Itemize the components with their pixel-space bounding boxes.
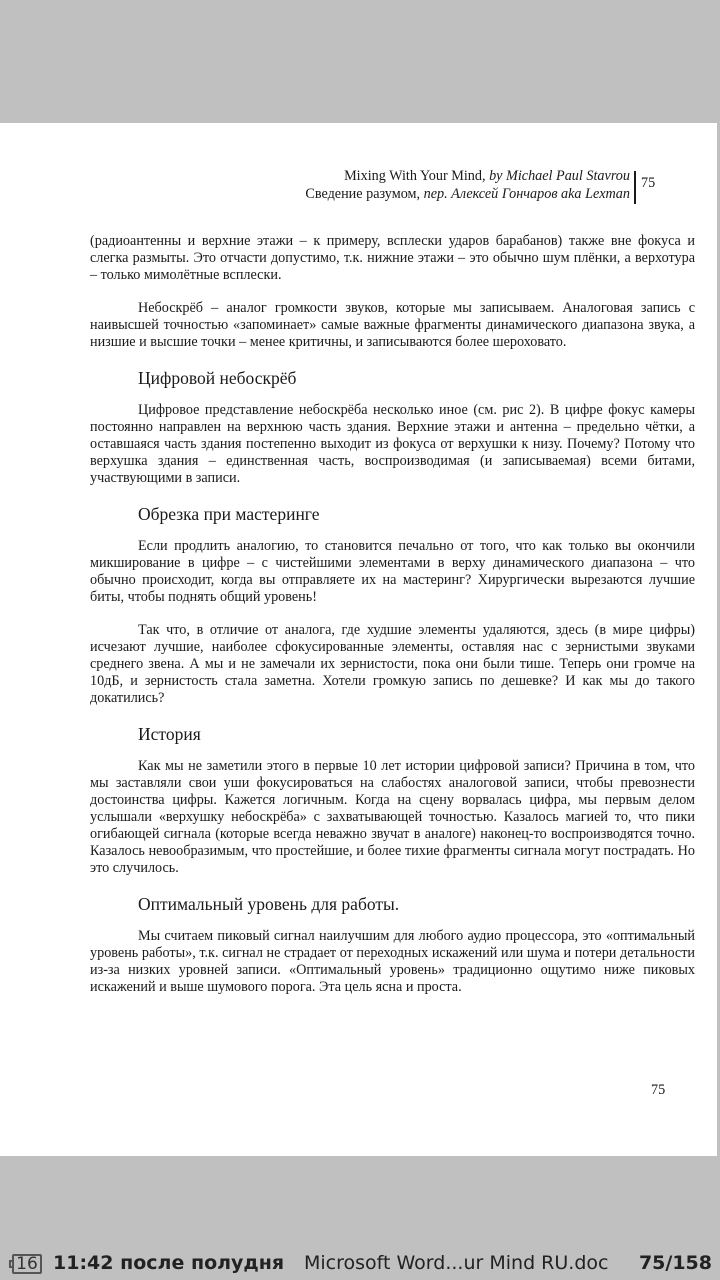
document-page[interactable] (0, 123, 717, 1156)
footer-page-number: 75 (651, 1082, 666, 1098)
running-head-line-english: Mixing With Your Mind, by Michael Paul Stavrou (344, 168, 630, 184)
paragraph: Если продлить аналогию, то становится печально от того, что как только вы окончили микширование в цифре – с чистейшими элементами в верху динамического диапазона – что обычно происходит, когда вы отправляете их на мастеринг? Хирургически вырезаются лучшие биты, чтобы поднять общий уровень! (90, 538, 695, 605)
running-head (305, 167, 630, 203)
paragraph: Как мы не заметили этого в первые 10 лет истории цифровой записи? Причина в том, что мы заставляли свои уши фокусироваться на слабостях аналоговой записи, чтобы превознести достоинства цифры. Кажется логичным. Когда на сцену ворвалась цифра, мы первым делом услышали «верхушку небоскрёба» с захватывающей точностью. Казалось магией то, что пики огибающей сигнала (которые всегда неважно звучат в аналоге) наконец-то воспроизводятся точно. Казалось невообразимым, что простейшие, и более тихие фрагменты сигнала могут пострадать. Но это случилось. (90, 758, 695, 876)
paragraph: Так что, в отличие от аналога, где худшие элементы удаляются, здесь (в мире цифры) исчезают лучшие, наиболее сфокусированные элементы, оставляя нас с зернистыми звуками среднего звена. А мы и не замечали их зернистости, пока они были тише. Теперь они громче на 10дБ, и зернистость стала заметна. Хотели громкую запись по дешевке? И как мы до такого докатились? (90, 622, 695, 706)
document-name: Microsoft Word...ur Mind RU.doc (304, 1252, 609, 1274)
clock: 11:42 после полудня (53, 1252, 285, 1274)
page-position[interactable]: 75/158 (638, 1252, 712, 1274)
document-body (90, 233, 695, 1012)
section-heading: Цифровой небоскрёб (138, 368, 297, 388)
paragraph: Цифровое представление небоскрёба несколько иное (см. рис 2). В цифре фокус камеры постоянно направлен на верхнюю часть здания. Верхние этажи и антенна – предельно чётки, а оставшаяся часть здания постепенно выходит из фокуса от верхушки к низу. Почему? Потому что верхушка здания – единственная часть, воспроизводимая (и записываемая) всеми битами, участвующими в записи. (90, 402, 695, 486)
running-head-line-russian: Сведение разумом, пер. Алексей Гончаров aka Lexman (305, 186, 630, 202)
header-divider (634, 171, 636, 204)
battery-icon: 16 (12, 1254, 42, 1274)
paragraph: (радиоантенны и верхние этажи – к примеру, всплески ударов барабанов) также вне фокуса и слегка размыты. Это отчасти допустимо, т.к. нижние этажи – это обычно шум плёнки, а верхотура – только мимолётные всплески. (90, 233, 695, 283)
section-heading: История (138, 724, 201, 744)
reader-status-bar (0, 1246, 720, 1280)
header-page-number: 75 (641, 175, 656, 191)
paragraph: Небоскрёб – аналог громкости звуков, которые мы записываем. Аналоговая запись с наивысшей точностью «запоминает» самые важные фрагменты динамического диапазона звука, а низшие и высшие точки – менее критичны, и записываются более шероховато. (90, 300, 695, 350)
section-heading: Обрезка при мастеринге (138, 504, 320, 524)
paragraph: Мы считаем пиковый сигнал наилучшим для любого аудио процессора, это «оптимальный уровень работы», т.к. сигнал не страдает от переходных искажений или шума и потери детальности из-за низких уровней записи. «Оптимальный уровень» традиционно ощутимо ниже пиковых искажений и выше шумового порога. Эта цель ясна и проста. (90, 928, 695, 995)
section-heading: Оптимальный уровень для работы. (138, 894, 400, 914)
